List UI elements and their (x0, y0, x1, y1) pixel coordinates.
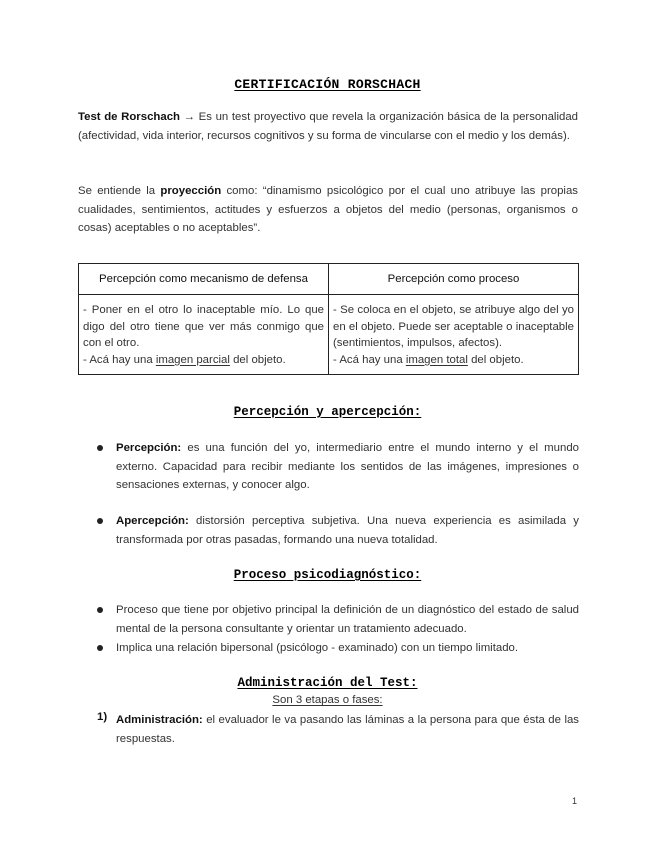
page-title: CERTIFICACIÓN RORSCHACH (234, 77, 421, 92)
table-cell-defense (79, 295, 329, 375)
intro-text: Es un test proyectivo que revela la organización básica de la personalidad (afectividad, vida interior, recursos cognitivos y su forma de vincularse con el medio y los demás). (78, 111, 578, 142)
section-heading-perception: Percepción y apercepción: (233, 405, 422, 419)
section-heading-administration: Administración del Test: (237, 676, 418, 690)
projection-term: proyección (160, 185, 222, 197)
table-header-process: Percepción como proceso (329, 264, 579, 295)
process-line-2-suffix: del objeto. (471, 353, 524, 366)
table-row (79, 295, 579, 375)
arrow-icon: → (183, 111, 196, 123)
defense-line-2-suffix: del objeto. (233, 353, 286, 366)
list-item-term: Administración: (116, 714, 203, 726)
list-item-text: es una función del yo, intermediario entre el mundo interno y el mundo externo. Capacidad para recibir mediante los sentidos de las imágenes, impresiones o sensaciones externas, y conocer algo. (116, 442, 579, 491)
list-number: 1) (97, 711, 108, 723)
projection-prefix: Se entiende la (78, 185, 156, 197)
list-item: Proceso que tiene por objetivo principal la definición de un diagnóstico del estado de salud mental de la persona consultante y orientar un tratamiento adecuado. (116, 604, 579, 635)
bullet-icon (97, 607, 103, 613)
partial-image-text: imagen parcial (155, 353, 230, 366)
bullet-icon (97, 518, 103, 524)
table-header-row (79, 264, 579, 295)
perception-table (78, 263, 579, 375)
projection-text: como: “dinamismo psicológico por el cual uno atribuye las propias cualidades, sentimientos, actitudes y esfuerzos a objetos del medio (personas, organismos o cosas) aceptables o no aceptables”. (78, 185, 578, 234)
process-line-1: - Se coloca en el objeto, se atribuye algo del yo en el objeto. Puede ser aceptable o inaceptable (sentimientos, impulsos, afectos). (333, 304, 574, 349)
list-item-term: Apercepción: (116, 515, 189, 527)
projection-paragraph (78, 182, 578, 238)
list-item (116, 711, 579, 748)
stages-subheading: Son 3 etapas o fases: (272, 694, 383, 706)
bullet-icon (97, 645, 103, 651)
defense-line-2-prefix: - Acá hay una (83, 353, 153, 366)
bullet-icon (97, 445, 103, 451)
table-cell-process (329, 295, 579, 375)
defense-line-1: - Poner en el otro lo inaceptable mío. Lo que digo del otro tiene que ver más conmigo que con el otro. (83, 304, 324, 349)
list-item-text: distorsión perceptiva subjetiva. Una nueva experiencia es asimilada y transformada por otras pasadas, formando una nueva totalidad. (116, 515, 579, 546)
total-image-text: imagen total (405, 353, 468, 366)
intro-term: Test de Rorschach (78, 111, 180, 123)
list-item: Implica una relación bipersonal (psicólogo - examinado) con un tiempo limitado. (116, 642, 519, 654)
page-number: 1 (572, 796, 578, 806)
list-item (116, 512, 579, 549)
section-heading-process: Proceso psicodiagnóstico: (233, 568, 422, 582)
table-header-defense: Percepción como mecanismo de defensa (79, 264, 329, 295)
intro-paragraph (78, 108, 578, 145)
process-line-2-prefix: - Acá hay una (333, 353, 403, 366)
list-item-text: el evaluador le va pasando las láminas a la persona para que ésta de las respuestas. (116, 714, 579, 745)
list-item-term: Percepción: (116, 442, 182, 454)
list-item (116, 439, 579, 495)
